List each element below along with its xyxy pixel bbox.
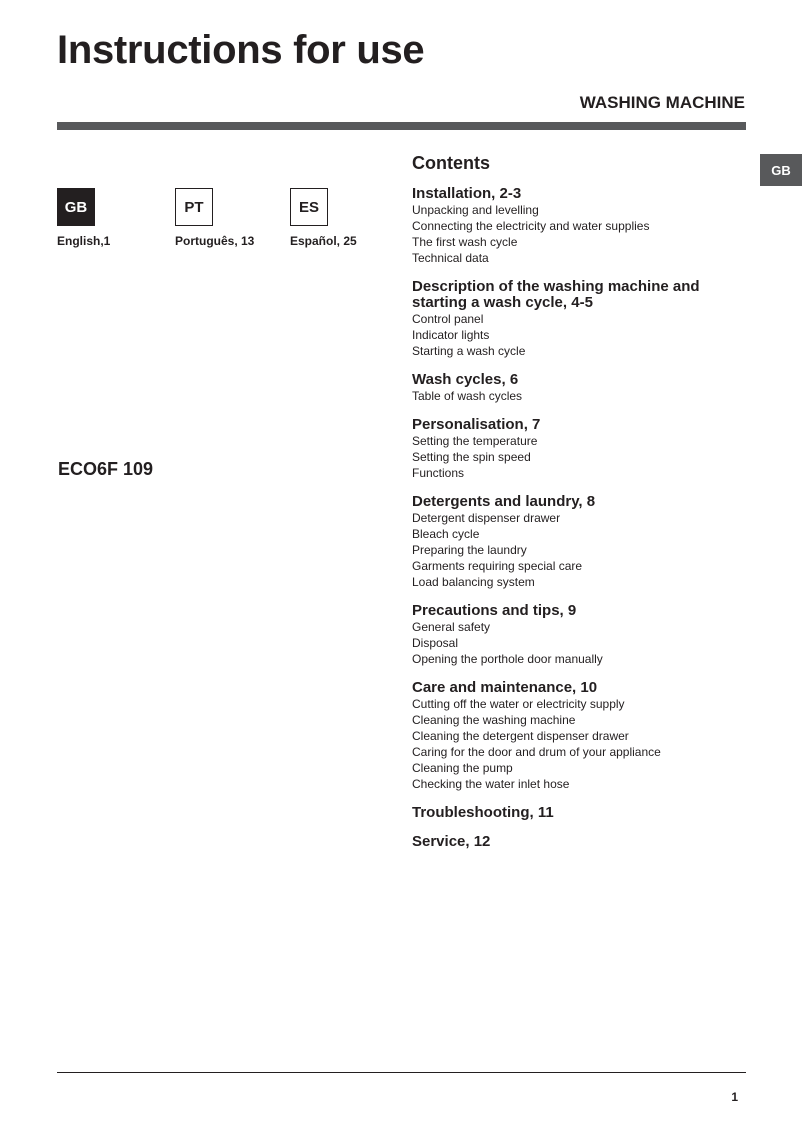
language-gb-box[interactable]: GB [57,188,95,226]
toc-item[interactable]: Caring for the door and drum of your appliance [412,745,661,759]
toc-section-title[interactable]: Personalisation, 7 [412,416,541,433]
toc-section [412,680,752,792]
toc-item[interactable]: Setting the temperature [412,434,538,448]
page-number: 1 [731,1090,738,1104]
toc-item[interactable]: Garments requiring special care [412,559,583,573]
toc-section-title[interactable]: Precautions and tips, 9 [412,602,577,619]
toc-item[interactable]: Setting the spin speed [412,450,531,464]
toc-section [412,834,752,850]
toc-item[interactable]: Detergent dispenser drawer [412,511,561,525]
toc-item[interactable]: Technical data [412,251,489,265]
toc-item[interactable]: Checking the water inlet hose [412,777,570,791]
toc-section-title[interactable]: Description of the washing machine and starting a wash cycle, 4-5 [412,278,700,311]
language-es-label[interactable]: Español, 25 [290,234,357,248]
toc-item[interactable]: Disposal [412,636,459,650]
language-es-box[interactable]: ES [290,188,328,226]
toc-section [412,805,752,821]
toc-item[interactable]: Opening the porthole door manually [412,652,603,666]
contents-heading: Contents [412,153,490,173]
toc-item[interactable]: Cleaning the pump [412,761,513,775]
toc-item[interactable]: Bleach cycle [412,527,480,541]
toc-item[interactable]: Starting a wash cycle [412,344,526,358]
toc-section-title[interactable]: Detergents and laundry, 8 [412,493,596,510]
toc-item[interactable]: Cleaning the detergent dispenser drawer [412,729,629,743]
toc-section [412,417,752,481]
language-pt[interactable] [175,188,255,248]
toc-item[interactable]: Preparing the laundry [412,543,527,557]
toc-item[interactable]: Load balancing system [412,575,535,589]
toc-item[interactable]: Connecting the electricity and water supplies [412,219,650,233]
toc-section-title[interactable]: Service, 12 [412,833,491,850]
toc-section [412,186,752,266]
toc-item[interactable]: Control panel [412,312,484,326]
language-es[interactable] [290,188,357,248]
toc-item[interactable]: Unpacking and levelling [412,203,539,217]
header-rule [57,122,746,130]
toc-section [412,372,752,404]
toc-item[interactable]: The first wash cycle [412,235,518,249]
toc-item[interactable]: Cutting off the water or electricity supply [412,697,625,711]
model-number: ECO6F 109 [58,459,154,479]
toc-section-title[interactable]: Installation, 2-3 [412,185,522,202]
footer-rule [57,1072,746,1073]
toc-item[interactable]: Functions [412,466,465,480]
toc-sections [412,186,752,850]
toc-section-title[interactable]: Wash cycles, 6 [412,371,519,388]
page-title: Instructions for use [57,28,425,72]
language-side-tab[interactable]: GB [760,154,802,186]
toc-section [412,603,752,667]
language-gb[interactable] [57,188,111,248]
product-type: WASHING MACHINE [579,93,745,112]
toc-section [412,279,752,359]
table-of-contents [412,152,752,863]
toc-item[interactable]: Indicator lights [412,328,490,342]
toc-item[interactable]: Cleaning the washing machine [412,713,576,727]
toc-item[interactable]: General safety [412,620,491,634]
toc-item[interactable]: Table of wash cycles [412,389,523,403]
toc-section [412,494,752,590]
language-gb-label[interactable]: English,1 [57,234,111,248]
toc-section-title[interactable]: Troubleshooting, 11 [412,804,554,821]
language-pt-label[interactable]: Português, 13 [175,234,255,248]
language-pt-box[interactable]: PT [175,188,213,226]
toc-section-title[interactable]: Care and maintenance, 10 [412,679,598,696]
